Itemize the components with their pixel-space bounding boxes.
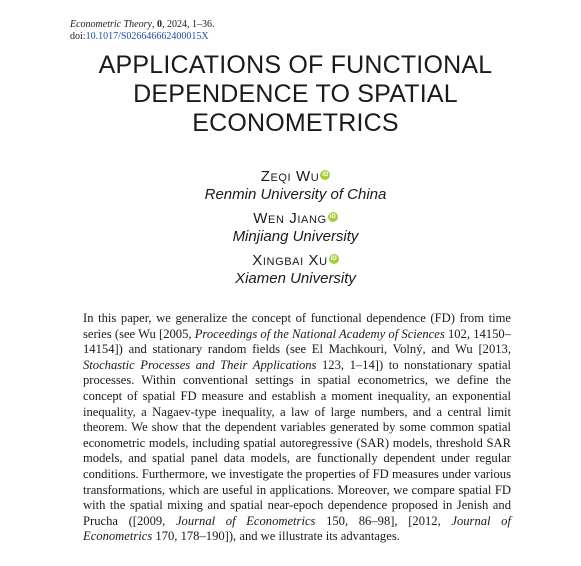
author-affiliation: Xiamen University — [235, 270, 356, 287]
orcid-icon[interactable]: iD — [329, 214, 336, 220]
author-affiliation: Minjiang University — [232, 228, 359, 245]
title-line-2: DEPENDENCE TO SPATIAL — [133, 80, 458, 108]
abstract-text: 150, 86–98], [2012, — [315, 513, 452, 528]
abstract-citation: Journal of Econometrics — [83, 513, 511, 544]
abstract-text: 102, 14150–14154]) and stationary random fields (see El Machkouri, Volný, and Wu [2013, — [83, 326, 511, 357]
author-name: Wen Jiang — [253, 210, 327, 227]
orcid-icon[interactable]: iD — [322, 172, 329, 178]
author-name: Xingbai Xu — [252, 252, 328, 269]
title-line-3: ECONOMETRICS — [192, 109, 399, 137]
author-block — [40, 168, 551, 204]
abstract-text: 170, 178–190]), and we illustrate its advantages. — [152, 529, 400, 544]
author-name: Zeqi Wu — [260, 168, 320, 185]
paper-title — [40, 51, 551, 138]
abstract-paragraph — [83, 311, 511, 545]
abstract-text: In this paper, we generalize the concept of functional dependence (FD) from time series (see Wu [2005, — [83, 311, 511, 341]
abstract-citation: Proceedings of the National Academy of Sciences — [194, 326, 445, 341]
title-line-1: APPLICATIONS OF FUNCTIONAL — [98, 51, 493, 79]
journal-header — [70, 19, 214, 43]
journal-name: Econometric Theory — [70, 19, 152, 30]
journal-volume: 0 — [156, 19, 162, 30]
author-list — [40, 168, 551, 294]
abstract — [83, 311, 511, 545]
journal-citation: Econometric Theory, 0, 2024, 1–36. — [70, 19, 215, 30]
author-block — [40, 252, 551, 288]
orcid-icon[interactable]: iD — [330, 256, 337, 262]
abstract-text: 123, 1–14]) to nonstationary spatial processes. Within conventional settings in spatial econometrics, we define the concept of spatial FD measure and establish a moment inequality, an exponential inequality, a Nagaev-type inequality, a law of large numbers, and a central limit theorem. We show that the dependent variables generated by some common spatial econometric models, including spatial autoregressive (SAR) models, threshold SAR models, and spatial panel data models, are functionally dependent under regular conditions. Furthermore, we investigate the properties of FD measures under various transformations, which are useful in applications. Moreover, we compare spatial FD with the spatial mixing and spatial near-epoch dependence proposed in Jenish and Prucha ([2009, — [83, 357, 511, 528]
doi-line — [70, 31, 214, 43]
author-block — [40, 210, 551, 246]
doi-link[interactable]: 10.1017/S026646662400015X — [85, 31, 209, 42]
doi-prefix: doi: — [70, 31, 86, 42]
abstract-citation: Journal of Econometrics — [175, 513, 316, 528]
abstract-citation: Stochastic Processes and Their Applications — [83, 357, 317, 372]
author-affiliation: Renmin University of China — [204, 186, 387, 203]
journal-year-pages: , 2024, 1–36. — [161, 19, 215, 30]
